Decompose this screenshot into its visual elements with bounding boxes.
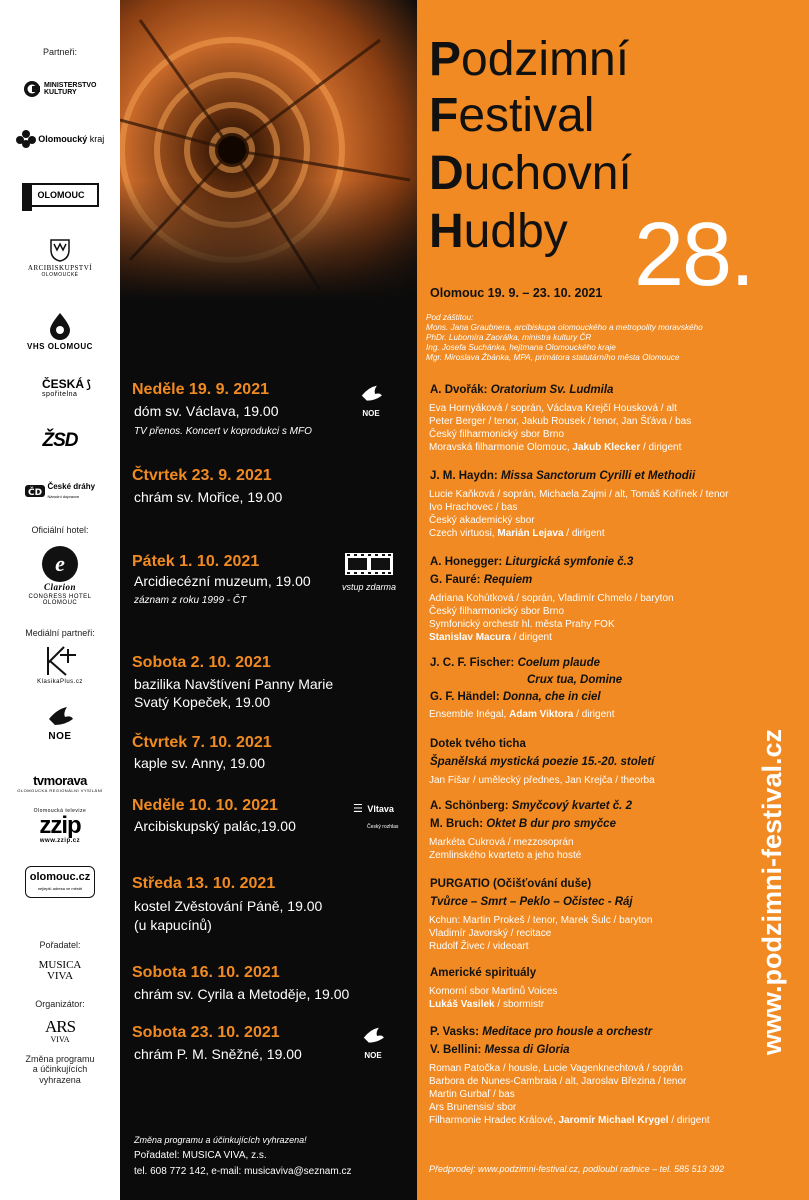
program-composer: G. Fauré: [430, 574, 484, 586]
program-7-performer-2: Vladimír Javorský / recitace [429, 928, 552, 939]
cd-icon [25, 485, 45, 497]
noe-logo [0, 705, 120, 742]
spiral-staircase-photo [120, 0, 417, 300]
program-composer: M. Bruch: [430, 818, 487, 830]
conductor-name: Stanislav Macura [429, 632, 511, 643]
svg-text:ČD: ČD [27, 488, 43, 497]
conductor-name: Adam Viktora [509, 709, 574, 720]
event-3-date: Pátek 1. 10. 2021 [132, 553, 260, 570]
olomouc-logo [0, 183, 120, 207]
arcibiskupstvi-line1: ARCIBISKUPSTVÍ [27, 264, 93, 272]
program-3-performer-2: Český filharmonický sbor Brno [429, 606, 565, 617]
event-6-place: Arcibiskupský palác,19.00 [134, 818, 296, 834]
program-8-performer-1: Komorní sbor Martinů Voices [429, 986, 558, 997]
event-8-place: chrám sv. Cyrila a Metoděje, 19.00 [134, 986, 350, 1002]
zzip-top: Olomoucká televize [33, 808, 87, 814]
klasika-name: KlasikaPlus.cz [37, 679, 83, 685]
program-1-performer-3: Český filharmonický sbor Brno [429, 429, 565, 440]
program-2-performer-4: Czech virtuosi, Marián Lejava / dirigent [429, 528, 605, 539]
olomouc-cz-sub: nejlepší adresa ve městě [37, 886, 83, 892]
csas-line2: spořitelna [42, 391, 78, 398]
cd-logo [0, 482, 120, 500]
event-7-place2: (u kapucínů) [134, 917, 212, 933]
program-composer: J. C. F. Fischer: [430, 657, 518, 669]
program-6-performer-2: Zemlinského kvarteto a jeho hosté [429, 850, 582, 861]
title-rest-1: odzimní [461, 33, 630, 86]
program-work: Oktet B dur pro smyčce [486, 818, 616, 830]
olomouc-cz-name: olomouc.cz [29, 871, 91, 883]
event-2-place: chrám sv. Mořice, 19.00 [134, 489, 283, 505]
title-initial-d: D [429, 147, 464, 200]
program-1-performer-1: Eva Hornyáková / soprán, Václava Krejčí Housková / alt [429, 403, 677, 414]
zzip-url: www.zzip.cz [39, 838, 81, 844]
arcibiskupstvi-line2: OLOMOUCKÉ [41, 272, 79, 278]
festival-dates: Olomouc 19. 9. – 23. 10. 2021 [430, 286, 603, 300]
program-column [417, 0, 809, 1200]
program-4-heading-3 [430, 691, 601, 703]
vhs-logo [0, 312, 120, 351]
partners-column [0, 0, 120, 1200]
program-work: Tvůrce – Smrt – Peklo – Očistec - Ráj [430, 896, 633, 908]
presale-info: Předprodej: www.podzimni-festival.cz, podloubí radnice – tel. 585 513 392 [429, 1164, 725, 1174]
program-6-heading-2 [430, 818, 616, 830]
program-2-performer-1: Lucie Kaňková / soprán, Michaela Zajmi / alt, Tomáš Kořínek / tenor [429, 489, 729, 500]
program-5-performer-1: Jan Fišar / umělecký přednes, Jan Krejča / theorba [429, 775, 655, 786]
conductor-name: Jakub Klecker [572, 442, 641, 453]
title-line-1 [429, 33, 630, 86]
tvmorava-sub: OLOMOUCKÁ REGIONÁLNÍ VYSÍLÁNÍ [17, 788, 103, 793]
event-3-icon-label: vstup zdarma [342, 582, 397, 592]
event-1-place: dóm sv. Václava, 19.00 [134, 403, 279, 419]
zzip-name: zzip [39, 812, 81, 839]
noe-name: NOE [48, 731, 72, 742]
event-6-vltava-badge [353, 800, 398, 832]
program-composer: A. Schönberg: [430, 800, 512, 812]
radio-icon: ☰ [353, 803, 363, 815]
event-7-place: kostel Zvěstování Páně, 19.00 [134, 898, 323, 914]
ministry-line1: MINISTERSTVO [44, 82, 97, 89]
patronage-1: Mons. Jana Graubnera, arcibiskupa olomouckého a metropolity moravského [426, 323, 703, 332]
footer-organizer: Pořadatel: MUSICA VIVA, z.s. [134, 1150, 267, 1161]
festival-website[interactable]: www.podzimni-festival.cz [757, 728, 787, 1055]
event-1-date: Neděle 19. 9. 2021 [132, 381, 269, 398]
cd-sub: Národní dopravce [47, 494, 80, 499]
program-composer: J. M. Haydn: [430, 470, 501, 482]
program-2-performer-3: Český akademický sbor [429, 515, 535, 526]
coat-of-arms-icon [49, 238, 71, 262]
conductor-name: Jaromír Michael Krygel [558, 1115, 669, 1126]
event-9-noe-badge [360, 1026, 386, 1060]
program-9-performer-3: Martin Gurbaľ / bas [429, 1089, 515, 1100]
kraj-name: Olomoucký [38, 134, 88, 144]
events-column [120, 0, 417, 1200]
event-7-date: Středa 13. 10. 2021 [132, 875, 276, 892]
patronage-2: PhDr. Lubomíra Zaorálka, ministra kultury ČR [426, 333, 592, 342]
event-5-place: kaple sv. Anny, 19.00 [134, 755, 266, 771]
notice-line2: a účinkujících [32, 1064, 88, 1075]
program-9-performer-2: Barbora de Nunes-Cambraia / alt, Jaroslav Březina / tenor [429, 1076, 687, 1087]
zsd-logo [0, 430, 120, 452]
clarion-logo [0, 546, 120, 606]
ministry-line2: KULTURY [44, 89, 77, 96]
event-1-noe-badge [358, 384, 384, 418]
notice-line3: vyhrazena [39, 1074, 81, 1085]
program-change-notice [0, 1054, 120, 1085]
musica-logo [0, 960, 120, 982]
kraj-flower-icon [16, 130, 36, 148]
program-work: Meditace pro housle a orchestr [482, 1026, 653, 1038]
event-3-free-badge [342, 553, 396, 592]
event-2-date: Čtvrtek 23. 9. 2021 [132, 467, 272, 484]
program-work: Smyčcový kvartet č. 2 [511, 800, 632, 812]
program-4-heading-2 [430, 674, 622, 686]
program-9-performer-5: Filharmonie Hradec Králové, Jaromír Michael Krygel / dirigent [429, 1115, 710, 1126]
event-1-note: TV přenos. Koncert v koprodukci s MFO [134, 426, 312, 437]
program-9-performer-4: Ars Brunensis/ sbor [429, 1102, 517, 1113]
program-6-heading-1 [430, 800, 632, 812]
program-3-performer-1: Adriana Kohútková / soprán, Vladimír Chmelo / baryton [429, 593, 674, 604]
program-work: Španělská mystická poezie 15.-20. století [430, 756, 655, 768]
program-composer: A. Honegger: [430, 556, 506, 568]
dove-icon [358, 384, 384, 404]
tvmorava-name: tvmorava [33, 773, 87, 788]
event-5-date: Čtvrtek 7. 10. 2021 [132, 734, 272, 751]
cd-name: České dráhy [47, 482, 96, 491]
tvmorava-logo [0, 773, 120, 793]
program-7-performer-1: Kchun: Martin Prokeš / tenor, Marek Šulc / baryton [429, 915, 653, 926]
program-2-performer-2: Ivo Hrachovec / bas [429, 502, 518, 513]
event-4-place2: Svatý Kopeček, 19.00 [134, 694, 271, 710]
olomouc-cz-logo [0, 866, 120, 898]
program-9-heading-1 [430, 1026, 652, 1038]
program-9-performer-1: Roman Patočka / housle, Lucie Vagenknechtová / soprán [429, 1063, 683, 1074]
conductor-name: Marián Lejava [497, 528, 564, 539]
event-9-date: Sobota 23. 10. 2021 [132, 1024, 280, 1041]
event-6-icon-sub: Český rozhlas [367, 824, 399, 830]
clarion-line2: OLOMOUC [42, 600, 78, 606]
title-line-3 [429, 147, 632, 200]
event-4-place: bazilika Navštívení Panny Marie [134, 676, 334, 692]
csas-line1: ČESKÁ [42, 377, 85, 391]
kraj-suffix: kraj [89, 134, 105, 144]
clarion-line1: CONGRESS HOTEL [28, 594, 92, 600]
klasika-icon [40, 645, 80, 677]
program-5-heading-1 [430, 738, 526, 750]
event-1-icon-label: NOE [362, 409, 380, 418]
program-work: Oratorium Sv. Ludmila [490, 384, 614, 396]
ars-logo [0, 1018, 120, 1044]
program-composer: G. F. Händel: [430, 691, 503, 703]
event-6-icon-label: Vltava [367, 804, 394, 814]
ministry-icon [23, 80, 41, 98]
zsd-name: ŽSD [42, 430, 78, 451]
program-work: Missa Sanctorum Cyrilli et Methodii [500, 470, 696, 482]
program-work: Donna, che in ciel [502, 691, 601, 703]
program-7-performer-3: Rudolf Živec / videoart [429, 941, 529, 952]
zzip-logo [0, 808, 120, 844]
dove-icon [45, 705, 75, 729]
clarion-name: Clarion [43, 582, 76, 592]
program-composer: V. Bellini: [430, 1044, 485, 1056]
notice-line1: Změna programu [25, 1054, 95, 1064]
event-3-note: záznam z roku 1999 - ČT [134, 595, 247, 606]
kraj-logo [0, 130, 120, 148]
program-work: Liturgická symfonie č.3 [505, 556, 634, 568]
program-work: Coelum plaude [517, 657, 600, 669]
program-composer: PURGATIO (Očišťování duše) [430, 878, 592, 890]
csas-logo [0, 377, 120, 398]
program-work: Messa di Gloria [484, 1044, 570, 1056]
title-line-4 [429, 205, 568, 258]
program-4-performer-1: Ensemble Inégal, Adam Viktora / dirigent [429, 709, 615, 720]
title-rest-4: udby [463, 205, 568, 258]
program-3-performer-3: Symfonický orchestr hl. města Prahy FOK [429, 619, 615, 630]
footer-contact: tel. 608 772 142, e-mail: musicaviva@seznam.cz [134, 1166, 352, 1177]
conductor-name: Lukáš Vasilek [429, 999, 495, 1010]
program-8-heading-1 [430, 967, 536, 979]
program-3-heading-2 [430, 574, 532, 586]
program-8-performer-2: Lukáš Vasilek / sbormistr [429, 999, 545, 1010]
event-8-date: Sobota 16. 10. 2021 [132, 964, 280, 981]
event-3-place: Arcidiecézní muzeum, 19.00 [134, 573, 311, 589]
program-composer: Americké spirituály [430, 967, 537, 979]
hotel-label: Oficiální hotel: [31, 525, 89, 535]
program-2-heading-1 [430, 470, 695, 482]
event-9-icon-label: NOE [364, 1051, 382, 1060]
csas-icon: ⟆ [86, 379, 91, 391]
program-7-heading-1 [430, 878, 591, 890]
program-composer: A. Dvořák: [430, 384, 491, 396]
media-label: Mediální partneři: [25, 628, 95, 638]
program-work: Requiem [483, 574, 533, 586]
ars-line1: ARS [44, 1017, 76, 1036]
ars-line2: VIVA [50, 1035, 70, 1044]
olomouc-name: OLOMOUC [37, 190, 85, 200]
organizer2-label: Organizátor: [35, 999, 85, 1009]
title-rest-3: uchovní [463, 147, 632, 200]
patronage-4: Mgr. Miroslava Žbánka, MPA, primátora statutárního města Olomouce [426, 353, 680, 362]
title-line-2 [429, 89, 595, 142]
vhs-name: VHS OLOMOUC [27, 342, 93, 351]
program-1-performer-4: Moravská filharmonie Olomouc, Jakub Klecker / dirigent [429, 442, 682, 453]
film-strip-icon [345, 553, 393, 575]
edition-number: 28. [634, 205, 754, 305]
program-3-performer-4: Stanislav Macura / dirigent [429, 632, 552, 643]
musica-line1: MUSICA [38, 959, 82, 971]
water-drop-icon [48, 312, 72, 340]
event-6-date: Neděle 10. 10. 2021 [132, 797, 278, 814]
program-work: Crux tua, Domine [527, 674, 623, 686]
title-initial-f: F [429, 89, 459, 142]
title-initial-p: P [429, 33, 462, 86]
patronage-3: Ing. Josefa Suchánka, hejtmana Olomouckého kraje [426, 343, 616, 352]
dove-icon [360, 1026, 386, 1046]
program-3-heading-1 [430, 556, 633, 568]
organizer-label: Pořadatel: [39, 940, 81, 950]
title-rest-2: estival [458, 89, 595, 142]
event-4-date: Sobota 2. 10. 2021 [132, 654, 271, 671]
klasika-logo [0, 645, 120, 685]
title-initial-h: H [429, 205, 464, 258]
program-1-heading-1 [430, 384, 613, 396]
ministry-logo [0, 80, 120, 98]
footer-notice: Změna programu a účinkujících vyhrazena! [134, 1135, 307, 1145]
staircase-image [120, 0, 417, 300]
program-9-heading-2 [430, 1044, 570, 1056]
program-7-heading-2 [430, 896, 633, 908]
clarion-icon: e [42, 546, 78, 582]
program-1-performer-2: Peter Berger / tenor, Jakub Rousek / tenor, Jan Šťáva / bas [429, 416, 692, 427]
program-composer: Dotek tvého ticha [430, 738, 526, 750]
event-9-place: chrám P. M. Sněžné, 19.00 [134, 1046, 302, 1062]
musica-line2: VIVA [46, 970, 74, 982]
program-5-heading-2 [430, 756, 654, 768]
program-6-performer-1: Markéta Cukrová / mezzosoprán [429, 837, 574, 848]
arcibiskupstvi-logo [0, 238, 120, 278]
partners-label: Partneři: [42, 47, 77, 57]
program-4-heading-1 [430, 657, 600, 669]
patronage-0: Pod záštitou: [426, 313, 474, 322]
program-composer: P. Vasks: [430, 1026, 483, 1038]
